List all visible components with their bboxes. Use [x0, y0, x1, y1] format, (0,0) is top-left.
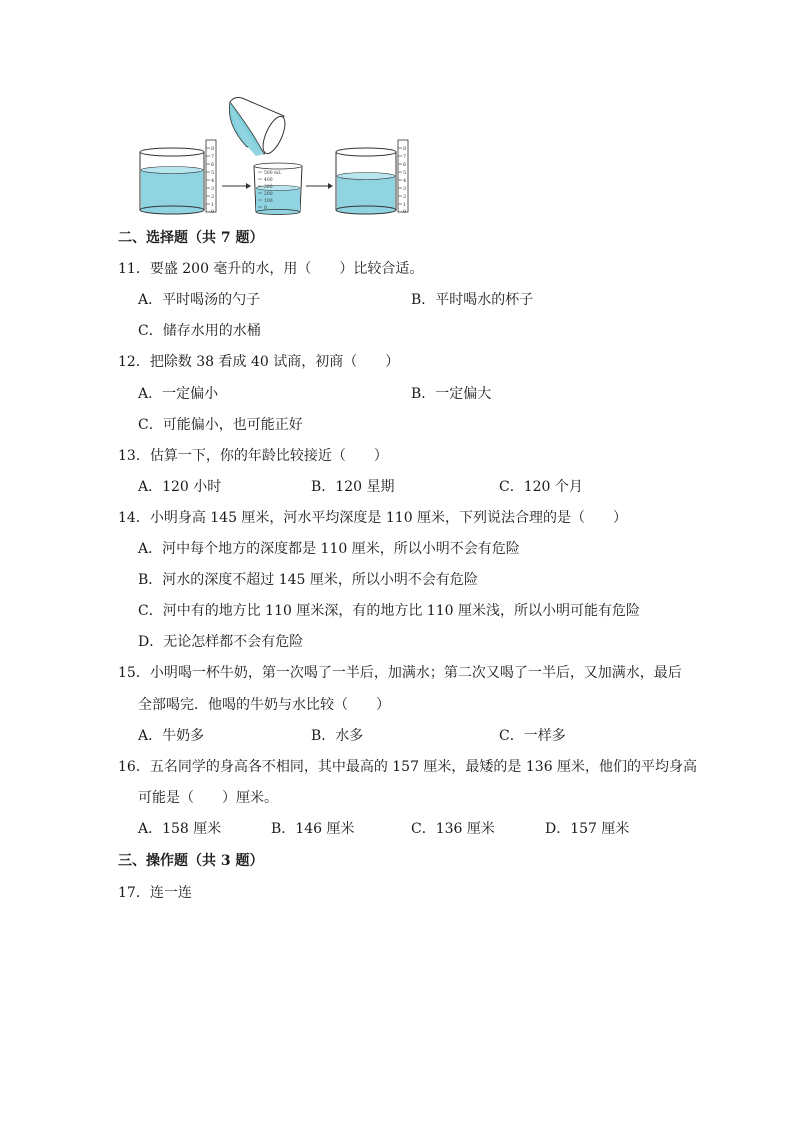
question-15-option-c: C．一样多 [499, 728, 566, 744]
ruler-label: 5 [403, 170, 407, 176]
pouring-cup [229, 98, 289, 157]
beaker-label: 400 [264, 178, 273, 183]
section-heading-choice: 二、选择题（共 7 题） [118, 230, 264, 246]
question-12-option-a: A．一定偏小 [138, 386, 219, 402]
ruler-label: 0 [403, 209, 407, 215]
water-measurement-figure [134, 94, 414, 216]
question-14-option-a: A．河中每个地方的深度都是 110 厘米，所以小明不会有危险 [138, 541, 520, 557]
question-16-option-c: C．136 厘米 [411, 821, 495, 837]
question-15-option-b: B．水多 [311, 728, 364, 744]
beaker-label: 300 [264, 185, 273, 190]
beaker-label: 500 mL [264, 171, 282, 176]
question-14-stem: 14．小明身高 145 厘米，河水平均深度是 110 厘米，下列说法合理的是（ ） [118, 510, 628, 526]
question-14-option-c: C．河中有的地方比 110 厘米深，有的地方比 110 厘米浅，所以小明可能有危险 [138, 603, 640, 619]
question-17-stem: 17．连一连 [118, 885, 192, 901]
question-13-stem: 13．估算一下，你的年龄比较接近（ ） [118, 448, 388, 464]
ruler-label: 4 [211, 178, 215, 184]
question-12-option-c: C．可能偏小，也可能正好 [138, 417, 303, 433]
question-14-option-b: B．河水的深度不超过 145 厘米，所以小明不会有危险 [138, 572, 478, 588]
ruler-label: 6 [211, 162, 215, 168]
question-12-stem: 12．把除数 38 看成 40 试商，初商（ ） [118, 354, 400, 370]
ruler-label: 1 [403, 202, 407, 208]
ruler-label: 2 [211, 194, 215, 200]
question-15-stem-line2: 全部喝完．他喝的牛奶与水比较（ ） [138, 697, 390, 713]
arrow-right-icon [306, 183, 333, 189]
question-16-option-a: A．158 厘米 [138, 821, 222, 837]
ruler-label: 7 [211, 154, 215, 160]
ruler-label: 1 [211, 202, 215, 208]
question-11-option-a: A．平时喝汤的勺子 [138, 292, 261, 308]
question-13-option-b: B．120 星期 [311, 479, 395, 495]
beaker-label: 200 [264, 192, 273, 197]
right-ruler [398, 140, 408, 215]
ruler-label: 5 [211, 170, 215, 176]
question-11-option-c: C．储存水用的水桶 [138, 323, 261, 339]
arrow-right-icon [222, 183, 251, 189]
ruler-label: 6 [403, 162, 407, 168]
left-container [140, 148, 204, 214]
ruler-label: 3 [403, 186, 407, 192]
question-16-option-b: B．146 厘米 [271, 821, 355, 837]
ruler-label: 7 [403, 154, 407, 160]
question-11-stem: 11．要盛 200 毫升的水，用（ ）比较合适。 [118, 261, 424, 277]
ruler-label: 8 [403, 146, 407, 152]
question-12-option-b: B．一定偏大 [411, 386, 492, 402]
ruler-label: 3 [211, 186, 215, 192]
ruler-label: 0 [211, 209, 215, 215]
beaker-label: 0 [264, 206, 267, 211]
left-ruler [206, 140, 216, 215]
question-16-option-d: D．157 厘米 [545, 821, 630, 837]
question-13-option-c: C．120 个月 [499, 479, 583, 495]
question-15-stem-line1: 15．小明喝一杯牛奶，第一次喝了一半后，加满水；第二次又喝了一半后，又加满水，最后 [118, 665, 682, 681]
question-15-option-a: A．牛奶多 [138, 728, 205, 744]
measuring-beaker [254, 163, 302, 215]
beaker-diagram [134, 94, 414, 216]
right-container [336, 148, 396, 214]
question-16-stem-line2: 可能是（ ）厘米。 [138, 790, 278, 806]
section-heading-operation: 三、操作题（共 3 题） [118, 853, 264, 869]
ruler-label: 2 [403, 194, 407, 200]
beaker-label: 100 [264, 199, 273, 204]
question-16-stem-line1: 16．五名同学的身高各不相同，其中最高的 157 厘米，最矮的是 136 厘米，他们的平均身高 [118, 759, 698, 775]
question-14-option-d: D．无论怎样都不会有危险 [138, 634, 304, 650]
ruler-label: 8 [211, 146, 215, 152]
question-13-option-a: A．120 小时 [138, 479, 222, 495]
question-11-option-b: B．平时喝水的杯子 [411, 292, 534, 308]
ruler-label: 4 [403, 178, 407, 184]
